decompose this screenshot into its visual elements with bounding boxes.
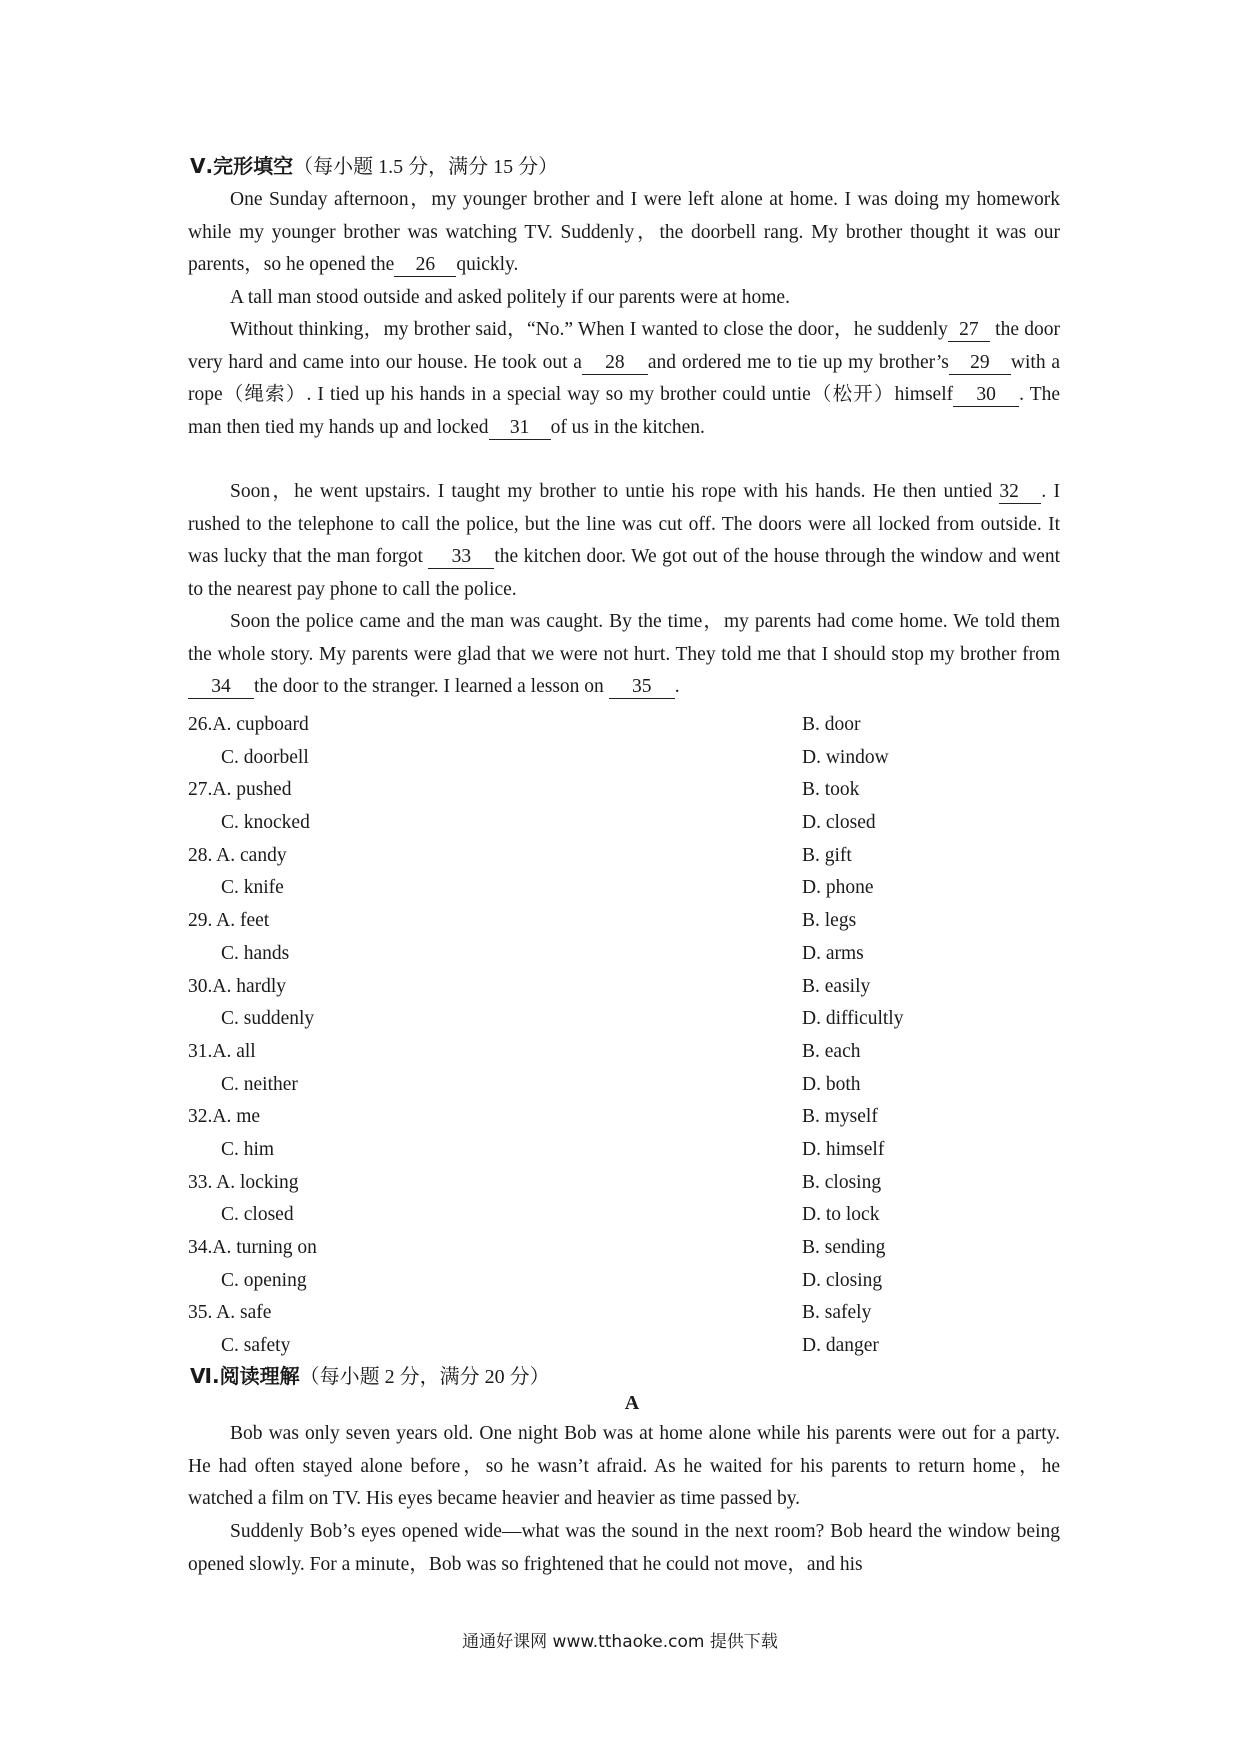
option-row [188, 1101, 1068, 1134]
blank-31: 31 [489, 417, 551, 440]
cloze-text: the door very hard and came into our house. He took out a [188, 319, 1060, 373]
option-row [188, 774, 1068, 807]
option-left: 31.A. all [188, 1040, 256, 1062]
blank-26: 26 [394, 254, 456, 277]
option-row [188, 1265, 1068, 1298]
option-left: C. knife [221, 877, 284, 899]
option-row [188, 1232, 1068, 1265]
cloze-paragraph-2: A tall man stood outside and asked politely if our parents were at home. [230, 287, 790, 308]
cloze-text: . I rushed to the telephone to call the police, but the line was cut off. The doors were all locked from outside. It was lucky that the man forgot [188, 481, 1060, 568]
option-right: B. safely [802, 1302, 872, 1324]
option-right: D. window [802, 746, 889, 768]
option-right: B. took [802, 779, 860, 801]
reading-paragraph-2: Suddenly Bob’s eyes opened wide—what was the sound in the next room? Bob heard the window being opened slowly. For a minute，Bob was so frightened that he could not move，and his [188, 1521, 1060, 1575]
cloze-text: the door to the stranger. I learned a lesson on [254, 676, 604, 698]
option-row [188, 742, 1068, 775]
page-footer: 通通好课网 www.tthaoke.com 提供下载 [462, 1632, 778, 1652]
option-right: B. legs [802, 910, 857, 932]
cloze-text: quickly. [456, 254, 519, 276]
cloze-text: the kitchen door. We got out of the house through the window and went to the nearest pay phone to call the police. [188, 546, 1061, 600]
option-right: D. to lock [802, 1204, 880, 1226]
option-right: B. sending [802, 1237, 886, 1258]
section-5-title: Ⅴ.完形填空 [190, 154, 294, 178]
cloze-text: . [674, 676, 680, 698]
option-right: D. arms [802, 942, 864, 964]
option-row [188, 840, 1068, 873]
blank-29: 29 [949, 352, 1011, 375]
option-left: 29. A. feet [188, 910, 270, 932]
option-left: 33. A. locking [188, 1171, 299, 1193]
option-left: 27.A. pushed [188, 779, 292, 801]
blank-34: 34 [188, 676, 254, 699]
option-row [188, 905, 1068, 938]
section-5-note: （每小题 1.5 分，满分 15 分） [293, 156, 559, 178]
option-left: C. suddenly [221, 1008, 315, 1030]
option-right: B. closing [802, 1171, 882, 1193]
option-right: D. closed [802, 812, 876, 834]
option-row [188, 807, 1068, 840]
option-left: C. him [221, 1138, 275, 1160]
section-6-title: Ⅵ.阅读理解 [190, 1364, 300, 1388]
cloze-paragraph-3 [188, 314, 1060, 444]
option-right: B. each [802, 1040, 861, 1062]
option-row [188, 1003, 1068, 1036]
option-row [188, 1036, 1068, 1069]
cloze-paragraph-1 [188, 184, 1060, 282]
cloze-text: Soon，he went upstairs. I taught my brother to untie his rope with his hands. He then untied [230, 481, 993, 502]
option-left: 34.A. turning on [188, 1237, 317, 1258]
option-right: B. easily [802, 975, 871, 997]
option-row [188, 1069, 1068, 1102]
passage-label: A [624, 1392, 640, 1414]
option-left: 26.A. cupboard [188, 714, 309, 735]
option-right: D. difficultly [802, 1008, 904, 1030]
option-left: C. safety [221, 1335, 291, 1357]
option-row [188, 872, 1068, 905]
option-left: 32.A. me [188, 1106, 261, 1128]
option-right: B. myself [802, 1106, 878, 1128]
blank-28: 28 [582, 352, 648, 375]
option-left: 28. A. candy [188, 844, 287, 866]
section-5-heading [190, 153, 558, 180]
option-right: B. door [802, 714, 861, 735]
cloze-text: with a rope（绳索）. I tied up his hands in a special way so my brother could untie（松开）himself [188, 351, 1060, 406]
cloze-text: Soon the police came and the man was caught. By the time，my parents had come home. We told them the whole story. My parents were glad that we were not hurt. They told me that I should stop my brother from [188, 611, 1060, 665]
cloze-text: and ordered me to tie up my brother’s [647, 351, 949, 373]
option-left: C. opening [221, 1269, 307, 1291]
option-left: 35. A. safe [188, 1302, 272, 1324]
section-6-heading [190, 1363, 550, 1390]
cloze-text: of us in the kitchen. [550, 416, 705, 438]
section-6-note: （每小题 2 分，满分 20 分） [299, 1366, 550, 1388]
cloze-text: . The man then tied my hands up and locked [188, 384, 1061, 438]
reading-paragraph-1: Bob was only seven years old. One night Bob was at home alone while his parents were out for a party. He had often stayed alone before，so he wasn’t afraid. As he waited for his parents to return home，he watched a film on TV. His eyes became heavier and heavier as time passed by. [188, 1423, 1060, 1510]
option-row [188, 1199, 1068, 1232]
blank-35: 35 [609, 676, 675, 699]
option-right: D. danger [802, 1335, 879, 1357]
option-right: D. phone [802, 877, 874, 899]
option-right: B. gift [802, 844, 852, 866]
options-list [188, 709, 1068, 1363]
cloze-text: Without thinking，my brother said，“No.” When I wanted to close the door，he suddenly [230, 319, 948, 340]
option-left: C. neither [221, 1073, 298, 1095]
option-right: D. himself [802, 1138, 885, 1160]
option-row [188, 1167, 1068, 1200]
blank-27: 27 [948, 319, 990, 342]
option-row [188, 971, 1068, 1004]
option-row [188, 938, 1068, 971]
blank-30: 30 [953, 384, 1019, 407]
blank-33: 33 [428, 546, 494, 569]
option-right: D. closing [802, 1269, 883, 1291]
option-left: C. closed [221, 1204, 294, 1226]
option-row [188, 1330, 1068, 1363]
cloze-paragraph-5 [188, 606, 1060, 704]
option-row [188, 1134, 1068, 1167]
option-left: C. doorbell [221, 746, 309, 768]
cloze-paragraph-4 [188, 476, 1060, 606]
option-row [188, 1297, 1068, 1330]
cloze-text: One Sunday afternoon，my younger brother and I were left alone at home. I was doing my homework while my younger brother was watching TV. Suddenly，the doorbell rang. My brother thought it was our parents，so he opened the [188, 189, 1060, 276]
option-left: C. knocked [221, 812, 310, 834]
option-left: 30.A. hardly [188, 975, 287, 997]
blank-32: 32 [999, 481, 1041, 504]
option-left: C. hands [221, 942, 290, 964]
option-row [188, 709, 1068, 742]
option-right: D. both [802, 1073, 861, 1095]
